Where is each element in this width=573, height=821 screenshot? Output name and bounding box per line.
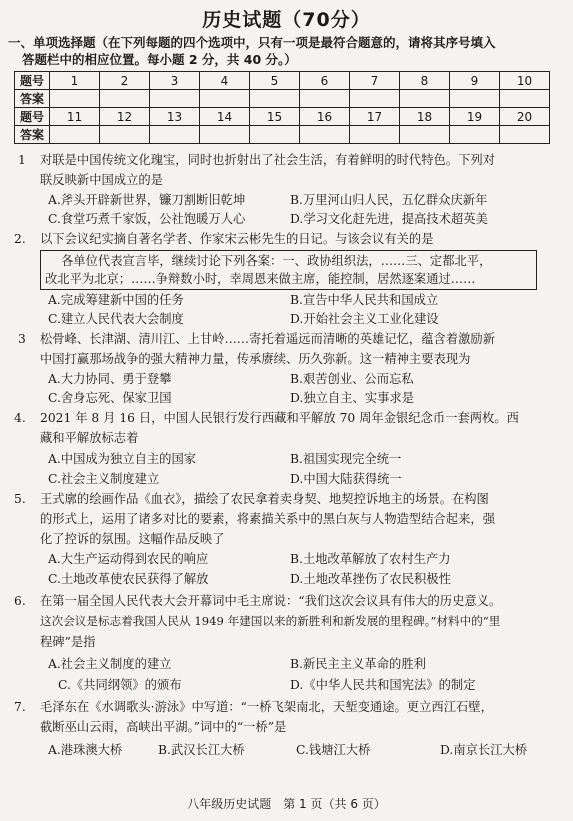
question-text: 的形式上，运用了诸多对比的要素，将素描关系中的黑白灰与人物造型结合起来，强 [40, 512, 495, 526]
question-text: 对联是中国传统文化瑰宝，同时也折射出了社会生活，有着鲜明的时代特色。下列对 [40, 153, 495, 167]
qnum-cell: 4 [200, 72, 250, 90]
answer-cell[interactable] [150, 90, 200, 108]
option-d[interactable]: D.《中华人民共和国宪法》的制定 [290, 678, 476, 692]
section-line-2: 答题栏中的相应位置。每小题 2 分，共 40 分。） [22, 52, 297, 67]
option-c[interactable]: C.食堂巧煮千家饭，公社饱暖万人心 [48, 212, 246, 226]
row-label: 题号 [15, 108, 50, 126]
answer-cell[interactable] [200, 90, 250, 108]
question-text: 联反映新中国成立的是 [40, 173, 163, 187]
qnum-cell: 6 [300, 72, 350, 90]
qnum-cell: 16 [300, 108, 350, 126]
option-b[interactable]: B.万里河山归人民，五亿群众庆新年 [290, 193, 488, 207]
question-text: 化了控诉的氛围。这幅作品反映了 [40, 532, 225, 546]
row-label: 答案 [15, 90, 50, 108]
qnum-cell: 5 [250, 72, 300, 90]
question-number: 2. [14, 232, 26, 246]
answer-table-row-q1 [15, 72, 550, 90]
qnum-cell: 12 [100, 108, 150, 126]
answer-cell[interactable] [150, 126, 200, 144]
question-text: 以下会议纪实摘自著名学者、作家宋云彬先生的日记。与该会议有关的是 [40, 232, 434, 246]
quote-line: 改北平为北京；……争辩数小时，幸周恩来做主席，能控制，居然逐案通过…… [45, 272, 476, 286]
option-a[interactable]: A.大生产运动得到农民的响应 [48, 552, 209, 566]
question-number: 1 [18, 153, 26, 167]
answer-cell[interactable] [100, 126, 150, 144]
question-text: 王式廓的绘画作品《血衣》，描绘了农民拿着卖身契、地契控诉地主的场景。在构图 [40, 492, 489, 506]
option-d[interactable]: D.土地改革挫伤了农民积极性 [290, 572, 451, 586]
question-text: 中国打赢那场战争的强大精神力量，传承赓续、历久弥新。这一精神主要表现为 [40, 352, 471, 366]
answer-cell[interactable] [500, 126, 550, 144]
option-c[interactable]: C.社会主义制度建立 [48, 472, 160, 486]
option-d[interactable]: D.独立自主、实事求是 [290, 391, 415, 405]
answer-cell[interactable] [100, 90, 150, 108]
qnum-cell: 8 [400, 72, 450, 90]
question-text: 这次会议是标志着我国人民从 1949 年建国以来的新胜利和新发展的里程碑。”材料中的“里 [40, 614, 501, 628]
question-text: 2021 年 8 月 16 日，中国人民银行发行西藏和平解放 70 周年金银纪念币一套两枚。西 [40, 411, 519, 425]
qnum-cell: 18 [400, 108, 450, 126]
qnum-cell: 20 [500, 108, 550, 126]
quote-box [40, 250, 537, 290]
option-c[interactable]: C.建立人民代表大会制度 [48, 312, 184, 326]
answer-cell[interactable] [350, 90, 400, 108]
qnum-cell: 1 [50, 72, 100, 90]
option-b[interactable]: B.新民主主义革命的胜利 [290, 657, 426, 671]
qnum-cell: 14 [200, 108, 250, 126]
quote-line: 各单位代表宣言毕，继续讨论下列各案：一、政协组织法，……三、定都北平， [61, 254, 492, 268]
question-text: 毛泽东在《水调歌头·游泳》中写道：“一桥飞架南北，天堑变通途。更立西江石壁， [40, 700, 493, 714]
answer-cell[interactable] [250, 90, 300, 108]
page-footer: 八年级历史试题 第 1 页（共 6 页） [187, 797, 386, 811]
section-line-1: 一、单项选择题（在下列每题的四个选项中，只有一项是最符合题意的，请将其序号填入 [8, 35, 496, 50]
question-number: 7. [14, 700, 26, 714]
answer-table-row-a2 [15, 126, 550, 144]
option-a[interactable]: A.社会主义制度的建立 [48, 657, 172, 671]
answer-cell[interactable] [450, 90, 500, 108]
question-number: 3 [18, 332, 26, 346]
qnum-cell: 13 [150, 108, 200, 126]
question-number: 5. [14, 492, 26, 506]
option-a[interactable]: A.港珠澳大桥 [48, 743, 123, 757]
option-b[interactable]: B.土地改革解放了农村生产力 [290, 552, 451, 566]
answer-cell[interactable] [250, 126, 300, 144]
option-a[interactable]: A.完成筹建新中国的任务 [48, 293, 184, 307]
answer-cell[interactable] [300, 126, 350, 144]
option-b[interactable]: B.艰苦创业、公而忘私 [290, 372, 414, 386]
option-d[interactable]: D.学习文化赶先进，提高技术超英美 [290, 212, 488, 226]
answer-table-row-q2 [15, 108, 550, 126]
qnum-cell: 19 [450, 108, 500, 126]
option-a[interactable]: A.大力协同、勇于登攀 [48, 372, 172, 386]
qnum-cell: 10 [500, 72, 550, 90]
answer-cell[interactable] [350, 126, 400, 144]
section-instructions [8, 34, 563, 68]
answer-cell[interactable] [400, 90, 450, 108]
answer-cell[interactable] [400, 126, 450, 144]
qnum-cell: 9 [450, 72, 500, 90]
answer-table [14, 71, 550, 144]
option-c[interactable]: C.钱塘江大桥 [296, 743, 371, 757]
row-label: 题号 [15, 72, 50, 90]
qnum-cell: 2 [100, 72, 150, 90]
option-a[interactable]: A.斧头开辟新世界，镰刀割断旧乾坤 [48, 193, 246, 207]
answer-table-row-a1 [15, 90, 550, 108]
question-text: 在第一届全国人民代表大会开幕词中毛主席说：“我们这次会议具有伟大的历史意义。 [40, 594, 502, 608]
question-number: 4. [14, 411, 26, 425]
answer-cell[interactable] [450, 126, 500, 144]
answer-cell[interactable] [50, 126, 100, 144]
option-d[interactable]: D.开始社会主义工业化建设 [290, 312, 439, 326]
answer-cell[interactable] [50, 90, 100, 108]
answer-cell[interactable] [200, 126, 250, 144]
answer-cell[interactable] [300, 90, 350, 108]
row-label: 答案 [15, 126, 50, 144]
qnum-cell: 7 [350, 72, 400, 90]
qnum-cell: 17 [350, 108, 400, 126]
option-c[interactable]: C.《共同纲领》的颁布 [58, 678, 182, 692]
option-c[interactable]: C.土地改革使农民获得了解放 [48, 572, 209, 586]
question-text: 藏和平解放标志着 [40, 431, 139, 445]
page-title: 历史试题（70分） [202, 9, 371, 31]
option-b[interactable]: B.祖国实现完全统一 [290, 452, 402, 466]
qnum-cell: 11 [50, 108, 100, 126]
option-c[interactable]: C.舍身忘死、保家卫国 [48, 391, 172, 405]
qnum-cell: 15 [250, 108, 300, 126]
qnum-cell: 3 [150, 72, 200, 90]
option-a[interactable]: A.中国成为独立自主的国家 [48, 452, 197, 466]
option-d[interactable]: D.南京长江大桥 [440, 743, 528, 757]
option-b[interactable]: B.宣告中华人民共和国成立 [290, 293, 439, 307]
question-text: 截断巫山云雨，高峡出平湖。”词中的“一桥”是 [40, 720, 287, 734]
question-text: 程碑”是指 [40, 635, 96, 649]
option-d[interactable]: D.中国大陆获得统一 [290, 472, 402, 486]
question-number: 6. [14, 594, 26, 608]
option-b[interactable]: B.武汉长江大桥 [158, 743, 245, 757]
question-text: 松骨峰、长津湖、清川江、上甘岭……寄托着遥远而清晰的英雄记忆，蕴含着激励新 [40, 332, 495, 346]
answer-cell[interactable] [500, 90, 550, 108]
